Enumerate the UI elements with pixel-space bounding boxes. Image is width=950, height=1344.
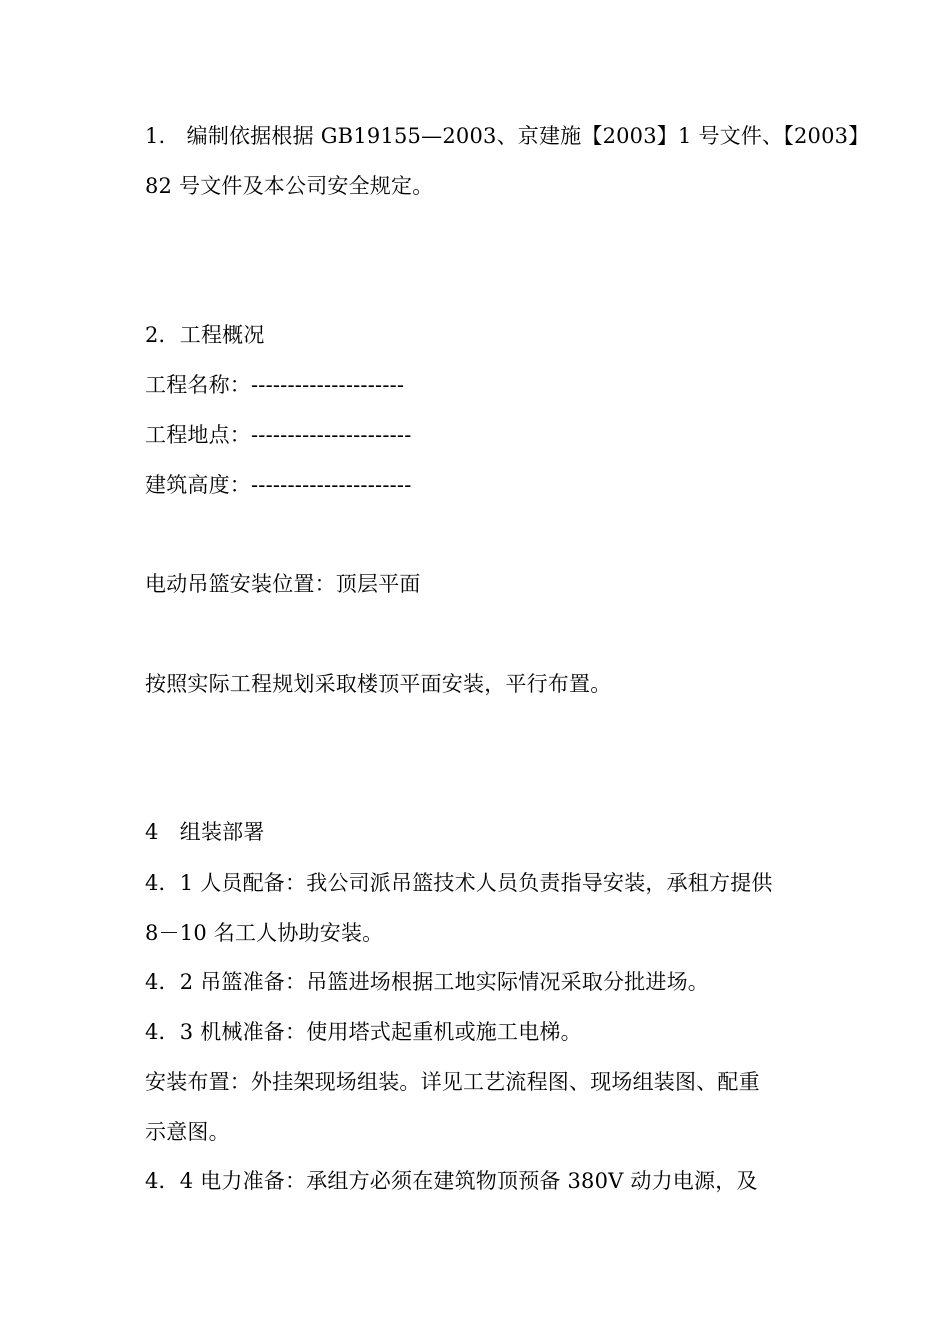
section4-heading: 4 组装部署 <box>145 820 265 844</box>
install-position-text: 电动吊篮安装位置：顶层平面 <box>145 572 421 596</box>
section4-item1-line1: 4．1 人员配备：我公司派吊篮技术人员负责指导安装，承租方提供 <box>145 871 773 895</box>
section4-item1-line2: 8－10 名工人协助安装。 <box>145 921 384 945</box>
project-name-field: 工程名称：--------------------- <box>145 373 405 397</box>
install-method-text: 按照实际工程规划采取楼顶平面安装，平行布置。 <box>145 672 612 696</box>
building-height-field: 建筑高度：---------------------- <box>145 473 412 497</box>
section4-item2: 4．2 吊篮准备：吊篮进场根据工地实际情况采取分批进场。 <box>145 970 709 994</box>
section2-heading: 2．工程概况 <box>145 323 265 347</box>
layout-line1: 安装布置：外挂架现场组装。详见工艺流程图、现场组装图、配重 <box>145 1070 760 1094</box>
section1-line2: 82 号文件及本公司安全规定。 <box>145 174 434 198</box>
project-location-field: 工程地点：---------------------- <box>145 423 412 447</box>
section4-item3: 4．3 机械准备：使用塔式起重机或施工电梯。 <box>145 1020 582 1044</box>
section4-item4: 4．4 电力准备：承组方必须在建筑物顶预备 380V 动力电源，及 <box>145 1169 758 1193</box>
section1-line1: 1. 编制依据根据 GB19155—2003、京建施【2003】1 号文件、【2003】 <box>145 124 870 148</box>
layout-line2: 示意图。 <box>145 1120 230 1144</box>
